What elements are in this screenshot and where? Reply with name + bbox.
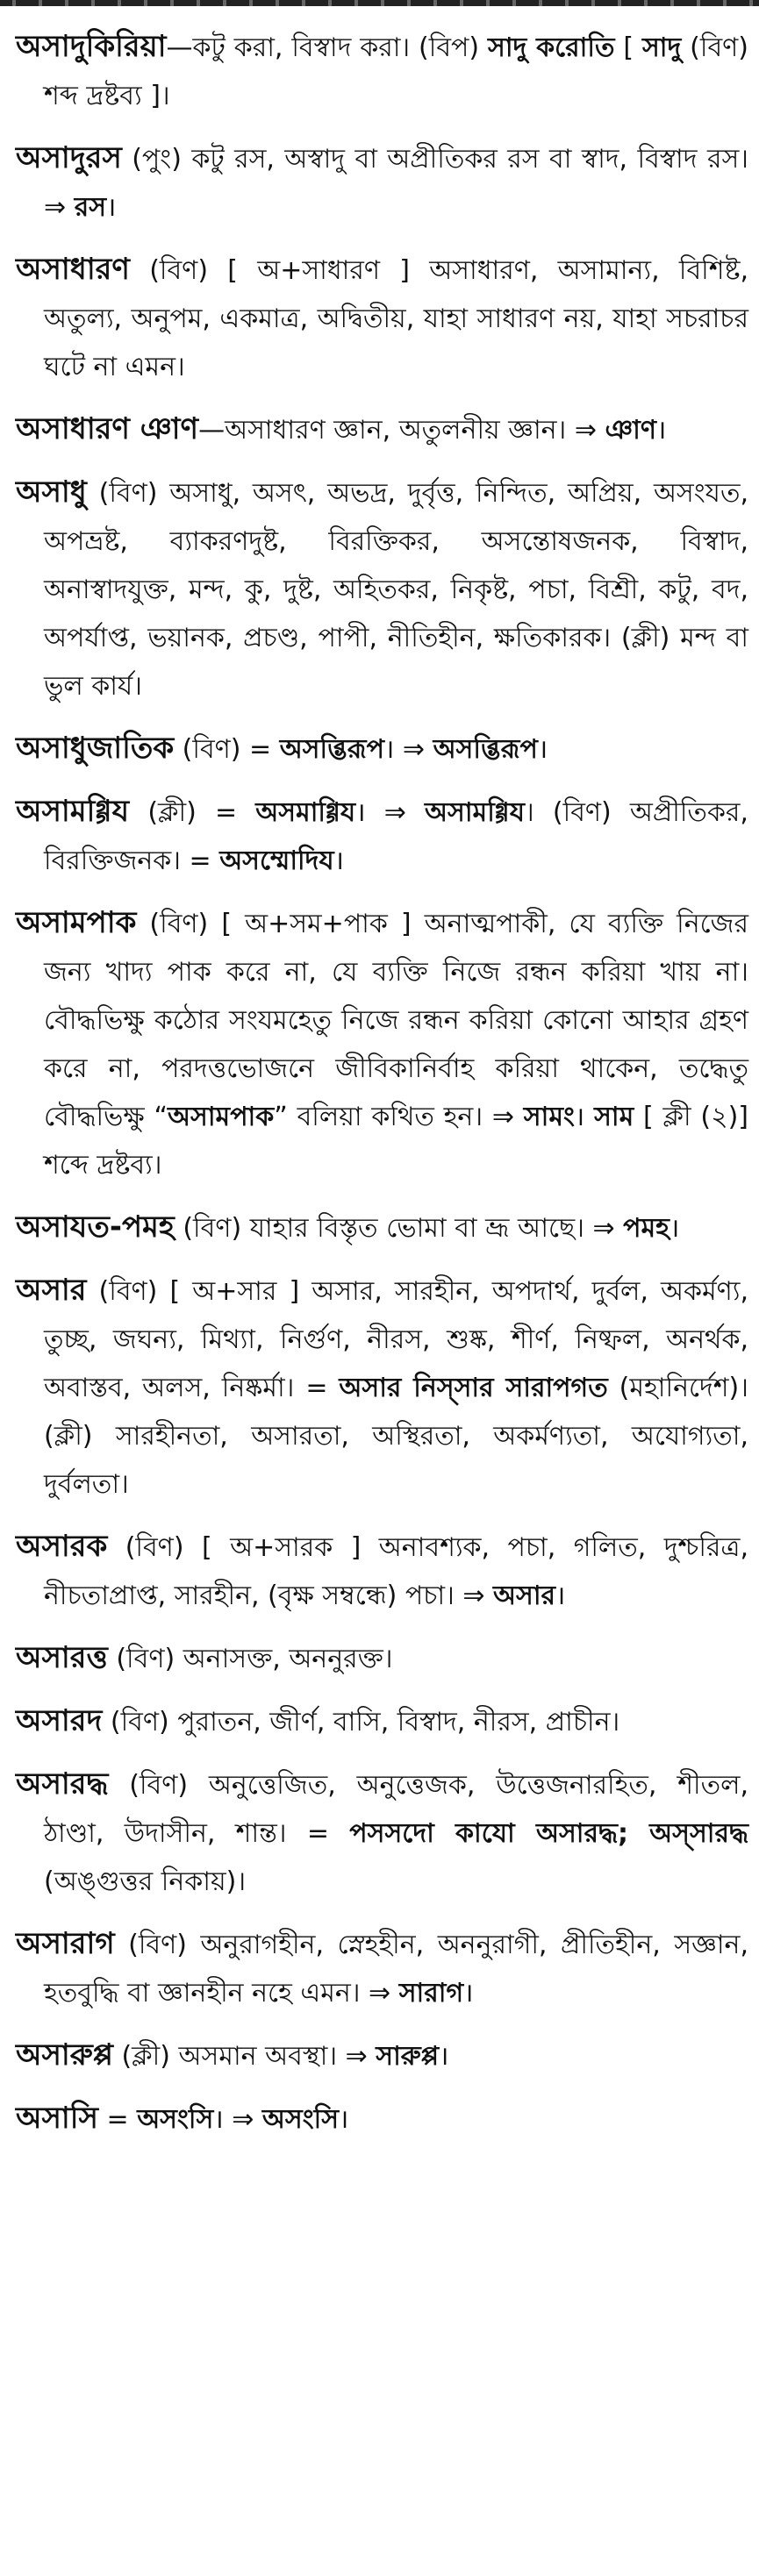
entry-definition-text: —অসাধারণ জ্ঞান, অতুলনীয় জ্ঞান। ⇒	[198, 415, 605, 446]
entry-headword: অসারাগ	[16, 1926, 115, 1961]
entry-definition-text: ।	[333, 846, 345, 876]
entry-definition-text: (পুং) কটু রস, অস্বাদু বা অপ্রীতিকর রস বা স্বাদ, বিস্বাদ রস। ⇒	[44, 144, 748, 223]
entry-headword: অসারুপ্প	[16, 2037, 113, 2073]
dictionary-entry	[16, 1267, 748, 1509]
entry-headword: অসাসি	[16, 2101, 98, 2136]
entry-definition-text: (বিণ) অনাসক্ত, অননুরক্ত।	[107, 1644, 393, 1674]
entry-definition-text: (বিণ) শব্দ দ্রষ্টব্য ]।	[44, 32, 748, 111]
cross-reference-term: অসমাগ্গিয	[255, 797, 356, 828]
cross-reference-term: অসংসি	[137, 2104, 214, 2135]
entry-headword: অসামপাক	[16, 905, 137, 940]
entry-definition-text: ।	[555, 1581, 566, 1611]
entry-headword: অসাযত-পমহ	[16, 1210, 175, 1245]
dictionary-entry	[16, 724, 748, 774]
entry-definition-text: ।	[537, 734, 548, 765]
cross-reference-term: সাদু	[641, 32, 682, 63]
entry-definition-text: (বিণ) যাহার বিস্তৃত ভোমা বা ভ্রূ আছে। ⇒	[174, 1213, 624, 1244]
entry-headword: অসাধারণ ঞাণ	[16, 411, 199, 446]
entry-definition-text: ।	[106, 192, 117, 223]
entry-definition-text: ।	[656, 415, 667, 446]
dictionary-entry	[16, 1920, 748, 2017]
dictionary-entry	[16, 1203, 748, 1252]
entry-definition-text: (বিণ) [ অ+সম+পাক ] অনাত্মপাকী, যে ব্যক্তি নিজের জন্য খাদ্য পাক করে না, যে ব্যক্তি নিজে রন্ধন করিয়া খায় না। বৌদ্ধভিক্ষু কঠোর সংযমহেতু নিজে রন্ধন করিয়া কোনো আহার গ্রহণ করে না, পরদত্তভোজনে জীবিকানির্বাহ করিয়া থাকেন, তদ্ধেতু বৌদ্ধভিক্ষু “	[44, 909, 748, 1132]
cross-reference-term: অসামপাক	[168, 1102, 275, 1132]
entry-headword: অসাধু	[16, 475, 87, 510]
cross-reference-term: সাম	[594, 1102, 634, 1132]
entry-definition-text: (অঙ্গুত্তর নিকায়)।	[44, 1866, 247, 1897]
entry-headword: অসাধুজাতিক	[16, 731, 175, 766]
entry-headword: অসামগ্গিয	[16, 794, 130, 829]
cross-reference-term: সারাগ	[398, 1978, 464, 2009]
dictionary-entry	[16, 1634, 748, 1683]
cross-reference-term: অসার	[493, 1581, 556, 1611]
dictionary-entry	[16, 246, 748, 391]
dictionary-entry	[16, 405, 748, 454]
dictionary-entry	[16, 2031, 748, 2080]
cross-reference-term: ঞাণ	[605, 415, 657, 446]
entry-definition-text: [	[614, 32, 642, 63]
dictionary-entry	[16, 1523, 748, 1620]
cross-reference-term: পসসদো কাযো অসারদ্ধ; অস্সারদ্ধ	[349, 1818, 748, 1849]
entry-headword: অসারক	[16, 1529, 108, 1564]
entry-headword: অসাধারণ	[16, 252, 130, 287]
dictionary-entry	[16, 23, 748, 120]
entry-definition-text: । ⇒	[383, 734, 433, 765]
cross-reference-term: পমহ	[623, 1213, 669, 1244]
cross-reference-term: অসামগ্গিয	[425, 797, 526, 828]
cross-reference-term: অসম্মোদিয	[219, 846, 334, 876]
cross-reference-term: সারুপ্প	[376, 2041, 440, 2072]
cross-reference-term: রস	[74, 192, 107, 223]
dictionary-entry	[16, 134, 748, 232]
entry-definition-text: । (বিণ) অপ্রীতিকর, বিরক্তিজনক। =	[44, 797, 748, 876]
top-border-rule	[0, 0, 759, 6]
entry-headword: অসাদুরস	[16, 140, 122, 175]
cross-reference-term: সাদু করোতি	[488, 32, 615, 63]
entry-headword: অসারত্ত	[16, 1640, 108, 1675]
entry-definition-text: (বিণ) =	[174, 734, 280, 765]
entry-definition-text: (ক্লী) অসমান অবস্থা। ⇒	[112, 2041, 376, 2072]
entry-definition-text: । ⇒	[355, 797, 426, 828]
dictionary-entry	[16, 788, 748, 885]
entry-definition-text: ” বলিয়া কথিত হন। ⇒	[274, 1102, 524, 1132]
entry-headword: অসারদ্ধ	[16, 1766, 109, 1802]
entry-definition-text: [ ক্লী (২)] শব্দে দ্রষ্টব্য।	[44, 1102, 749, 1181]
entry-headword: অসাদুকিরিয়া	[16, 29, 167, 64]
entry-definition-text: =	[97, 2104, 138, 2135]
cross-reference-term: অসব্ভিরূপ	[279, 734, 384, 765]
entry-definition-text: (বিণ) [ অ+সারক ] অনাবশ্যক, পচা, গলিত, দুশ্চরিত্র, নীচতাপ্রাপ্ত, সারহীন, (বৃক্ষ সম্বন্ধে) পচা। ⇒	[44, 1532, 748, 1611]
entry-headword: অসারদ	[16, 1703, 103, 1738]
dictionary-entry	[16, 1697, 748, 1746]
cross-reference-term: অসব্ভিরূপ	[433, 734, 538, 765]
dictionary-entry	[16, 2094, 748, 2144]
entry-definition-text: ।	[574, 1102, 595, 1132]
cross-reference-term: অসার নিস্সার সারাপগত	[339, 1373, 608, 1403]
entry-definition-text: ।	[463, 1978, 474, 2009]
entry-definition-text: —কটু করা, বিস্বাদ করা। (বিপ)	[166, 32, 489, 63]
entry-definition-text: ।	[439, 2041, 449, 2072]
dictionary-entry	[16, 899, 748, 1189]
entry-definition-text: (বিণ) অনুরাগহীন, স্নেহহীন, অননুরাগী, প্রীতিহীন, সজ্ঞান, হতবুদ্ধি বা জ্ঞানহীন নহে এমন। ⇒	[44, 1930, 748, 2009]
entry-definition-text: (ক্লী) =	[129, 797, 256, 828]
entry-headword: অসার	[16, 1273, 87, 1308]
entry-definition-text: (বিণ) অনুত্তেজিত, অনুত্তেজক, উত্তেজনারহিত, শীতল, ঠাণ্ডা, উদাসীন, শান্ত। =	[44, 1770, 748, 1849]
dictionary-entry	[16, 1760, 748, 1906]
entry-definition-text: (বিণ) পুরাতন, জীর্ণ, বাসি, বিস্বাদ, নীরস, প্রাচীন।	[102, 1707, 620, 1738]
dictionary-entry	[16, 468, 748, 710]
entry-definition-text: (বিণ) [ অ+সার ] অসার, সারহীন, অপদার্থ, দুর্বল, অকর্মণ্য, তুচ্ছ, জঘন্য, মিথ্যা, নির্গুণ, নীরস, শুষ্ক, শীর্ণ, নিষ্ফল, অনর্থক, অবাস্তব, অলস, নিষ্কর্মা। =	[44, 1276, 748, 1403]
entry-definition-text: (মহানির্দেশ)। (ক্লী) সারহীনতা, অসারতা, অস্থিরতা, অকর্মণ্যতা, অযোগ্যতা, দুর্বলতা।	[44, 1373, 748, 1500]
entry-definition-text: ।	[669, 1213, 680, 1244]
dictionary-page	[16, 23, 748, 2158]
cross-reference-term: অসংসি	[261, 2104, 340, 2135]
entry-definition-text: (বিণ) [ অ+সাধারণ ] অসাধারণ, অসামান্য, বিশিষ্ট, অতুল্য, অনুপম, একমাত্র, অদ্বিতীয়, যাহা সাধারণ নয়, যাহা সচরাচর ঘটে না এমন।	[44, 255, 748, 382]
entry-definition-text: (বিণ) অসাধু, অসৎ, অভদ্র, দুর্বৃত্ত, নিন্দিত, অপ্রিয়, অসংযত, অপভ্রষ্ট, ব্যাকরণদুষ্ট, বিরক্তিকর, অসন্তোষজনক, বিস্বাদ, অনাস্বাদযুক্ত, মন্দ, কু, দুষ্ট, অহিতকর, নিকৃষ্ট, পচা, বিশ্রী, কটু, বদ, অপর্যাপ্ত, ভয়ানক, প্রচণ্ড, পাপী, নীতিহীন, ক্ষতিকারক। (ক্লী) মন্দ বা ভুল কার্য।	[44, 478, 748, 702]
entry-definition-text: । ⇒	[213, 2104, 262, 2135]
cross-reference-term: সামং	[523, 1102, 575, 1132]
entry-definition-text: ।	[339, 2104, 349, 2135]
